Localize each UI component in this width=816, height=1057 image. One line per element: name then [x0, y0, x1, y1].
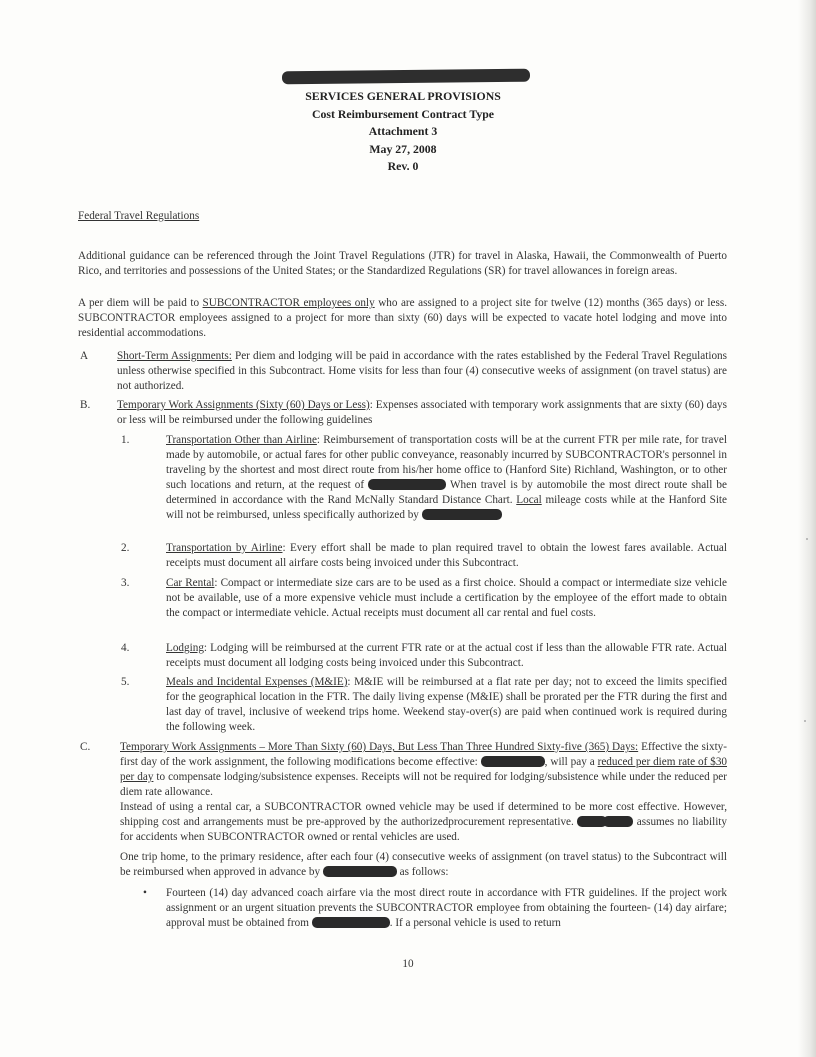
item-b-text — [117, 398, 727, 428]
item-b-body: : Expenses associated with temporary work assignments that are sixty (60) days or less will be reimbursed under the following guidelines — [117, 399, 728, 426]
item-a-label: A — [80, 350, 89, 362]
redaction-block — [603, 816, 633, 827]
item-c-p2-b: assumes no liability for accidents when SUBCONTRACTOR owned or rental vehicles are used. — [120, 816, 728, 843]
subitem-5-number: 5. — [121, 676, 130, 688]
item-c-p2-a: Instead of using a rental car, a SUBCONTRACTOR owned vehicle may be used if determined to be more cost effective. However, shipping cost and arrangements must be pre-approved by the authorizedprocurement representative. — [120, 801, 727, 828]
item-a-text — [117, 349, 727, 394]
bullet-paragraph — [166, 886, 727, 931]
header-revision: Rev. 0 — [387, 159, 419, 173]
header-date: May 27, 2008 — [369, 141, 437, 156]
item-c-reduced-rate: reduced per diem rate of $30 per day — [120, 756, 728, 783]
item-b-title: Temporary Work Assignments (Sixty (60) Days or Less) — [117, 399, 370, 411]
redaction-block — [312, 917, 390, 928]
subitem-1-title: Transportation Other than Airline — [166, 434, 317, 446]
subitem-1-number: 1. — [121, 434, 130, 446]
header-title: SERVICES GENERAL PROVISIONS — [305, 89, 501, 103]
item-c-paragraph-2 — [120, 800, 727, 845]
intro-p2-prefix: A per diem will be paid to — [78, 297, 203, 309]
item-c-title: Temporary Work Assignments – More Than Sixty (60) Days, But Less Than Three Hundred Sixty-five (365) Days: — [120, 741, 639, 753]
subitem-5-title: Meals and Incidental Expenses (M&IE) — [166, 676, 348, 688]
scan-speck — [806, 538, 808, 540]
item-c-body-1: Effective the sixty-first day of the work assignment, the following modifications become effective: — [120, 741, 727, 768]
item-c-paragraph-3 — [120, 850, 727, 880]
subitem-2-body: : Every effort shall be made to plan required travel to obtain the lowest fares available. Actual receipts must document all airfare costs being invoiced under this Subcontract. — [166, 542, 728, 569]
header-contract-type: Cost Reimbursement Contract Type — [311, 106, 495, 121]
intro-paragraph-1: Additional guidance can be referenced through the Joint Travel Regulations (JTR) for travel in Alaska, Hawaii, the Commonwealth of Puerto Rico, and territories and possessions of the United States; or the Standardized Regulations (SR) for travel allowances in foreign areas. — [78, 250, 727, 277]
subitem-1-body-2: When travel is by automobile the most direct route shall be determined in accordance with the Rand McNally Standard Distance Chart. — [166, 479, 727, 506]
subitem-2-number: 2. — [121, 542, 130, 554]
item-a-title: Short-Term Assignments: — [117, 350, 232, 362]
item-b-label: B. — [80, 399, 91, 411]
bullet-text-a: Fourteen (14) day advanced coach airfare via the most direct route in accordance with FTR guidelines. If the project work assignment or an urgent situation prevents the SUBCONTRACTOR employee from obtaining the fourteen- (14) day airfare; approval must be obtained from — [166, 887, 727, 929]
subitem-1-body-3: mileage costs while at the Hanford Site will not be reimbursed, unless specifically authorized by — [166, 494, 728, 521]
intro-paragraph-2 — [78, 296, 727, 341]
subitem-5-text — [166, 675, 727, 735]
header-redaction — [282, 69, 530, 85]
page-number: 10 — [402, 958, 414, 970]
subitem-3-title: Car Rental — [166, 577, 215, 589]
intro-p2-rest: who are assigned to a project site for twelve (12) months (365 days) or less. SUBCONTRACTOR employees assigned to a project for more than sixty (60) days will be expected to vacate hotel lodging and move into residential accommodations. — [78, 297, 727, 339]
subitem-4-body: : Lodging will be reimbursed at the current FTR rate or at the actual cost if less than the allowable FTR rate. Actual receipts must document all lodging costs being invoiced under this Subcontract. — [166, 642, 727, 669]
item-c-label: C. — [80, 741, 91, 753]
redaction-block — [481, 756, 545, 767]
subitem-5-body: : M&IE will be reimbursed at a flat rate per day; not to exceed the limits specified for the geographical location in the FTR. The daily living expense (M&IE) shall be prorated per the FTR during the first and last day of travel, inclusive of weekend trips home. Weekend stay-over(s) are paid when continued work is required during the following week. — [166, 676, 727, 733]
header-attachment: Attachment 3 — [368, 124, 438, 138]
bullet-text-b: . If a personal vehicle is used to return — [389, 917, 561, 929]
item-c-body-3: to compensate lodging/subsistence expenses. Receipts will not be required for lodging/subsistence while under the reduced per diem rate allowance. — [120, 771, 727, 798]
subitem-4-text — [166, 641, 727, 671]
section-title: Federal Travel Regulations — [78, 210, 200, 222]
subitem-4-number: 4. — [121, 642, 130, 654]
item-a-body: Per diem and lodging will be paid in accordance with the rates established by the Federal Travel Regulations unless otherwise specified in this Subcontract. Home visits for less than four (4) consecutive weeks of assignment (on travel status) are not authorized. — [117, 350, 727, 392]
item-c-p3-b: as follows: — [396, 866, 449, 878]
subitem-1-local: Local — [516, 494, 542, 506]
bullet-marker: • — [143, 887, 147, 899]
scan-edge — [798, 0, 816, 1057]
subitem-3-body: : Compact or intermediate size cars are to be used as a first choice. Should a compact or intermediate size vehicle not be available, use of a more expensive vehicle must include a certification by the employee of the effort made to obtain the compact or intermediate vehicle. Actual receipts must document all car rental and fuel costs. — [166, 577, 727, 619]
item-c-p3-a: One trip home, to the primary residence, after each four (4) consecutive weeks of assignment (on travel status) to the Subcontract will be reimbursed when approved in advance by — [120, 851, 727, 878]
document-header — [200, 88, 606, 176]
item-c-text — [120, 740, 727, 800]
subitem-4-title: Lodging — [166, 642, 204, 654]
subitem-3-text — [166, 576, 727, 621]
redaction-block — [422, 509, 502, 520]
subitem-2-title: Transportation by Airline — [166, 542, 283, 554]
subitem-1-text — [166, 433, 727, 523]
subitem-3-number: 3. — [121, 577, 130, 589]
subitem-1-body: : Reimbursement of transportation costs will be at the current FTR per mile rate, for travel made by automobile, or actual fares for other public conveyance, reasonably incurred by SUBCONTRACTOR's personnel in traveling by the shortest and most direct route from his/her home office to (Hanford Site) Richland, Washington, or to other such locations and return, at the request of — [166, 434, 727, 491]
intro-p2-subcontractor-link: SUBCONTRACTOR employees only — [202, 297, 375, 309]
scan-speck — [804, 720, 806, 722]
subitem-2-text — [166, 541, 727, 571]
redaction-block — [368, 479, 446, 490]
redaction-block — [323, 866, 397, 877]
item-c-body-2: , will pay a — [544, 756, 598, 768]
